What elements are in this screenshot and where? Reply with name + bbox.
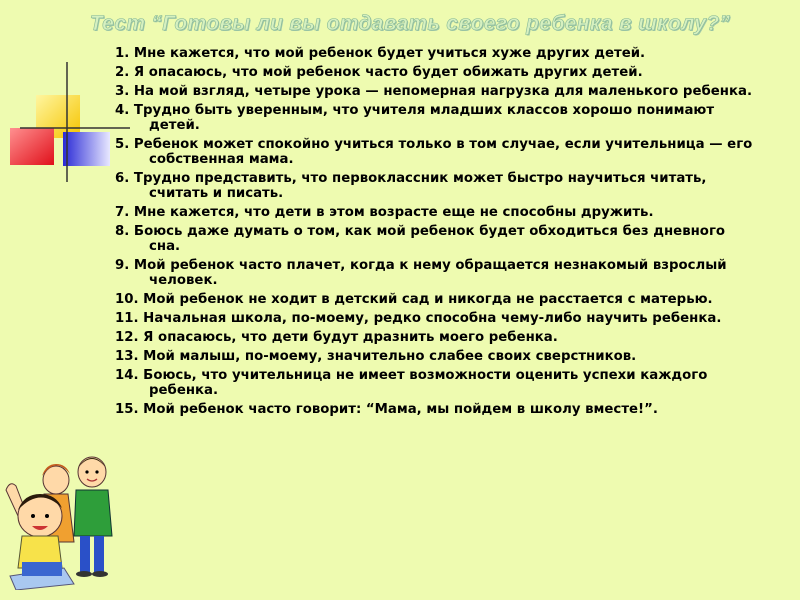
question-item: 10. Мой ребенок не ходит в детский сад и никогда не расстается с матерью. — [115, 292, 713, 307]
question-item: 15. Мой ребенок часто говорит: “Мама, мы пойдем в школу вместе!”. — [115, 402, 658, 417]
question-item: 12. Я опасаюсь, что дети будут дразнить моего ребенка. — [115, 330, 558, 345]
question-item: 7. Мне кажется, что дети в этом возрасте еще не способны дружить. — [115, 205, 654, 220]
question-item: 4. Трудно быть уверенным, что учителя младших классов хорошо понимают детей. — [115, 103, 715, 133]
question-item: 8. Боюсь даже думать о том, как мой ребенок будет обходиться без дневного сна. — [115, 224, 726, 254]
question-item: 9. Мой ребенок часто плачет, когда к нему обращается незнакомый взрослый человек. — [115, 258, 727, 288]
question-item: 1. Мне кажется, что мой ребенок будет учиться хуже других детей. — [115, 46, 646, 61]
slide-title: Тест “Готовы ли вы отдавать своего ребенка в школу?” — [89, 12, 731, 35]
question-item: 6. Трудно представить, что первоклассник может быстро научиться читать, считать и писать. — [115, 171, 707, 201]
question-item: 5. Ребенок может спокойно учиться только в том случае, если учительница — его собственная мама. — [115, 137, 753, 167]
question-item: 2. Я опасаюсь, что мой ребенок часто будет обижать других детей. — [115, 65, 643, 80]
question-item: 13. Мой малыш, по-моему, значительно слабее своих сверстников. — [115, 349, 637, 364]
question-item: 14. Боюсь, что учительница не имеет возможности оценить успехи каждого ребенка. — [115, 368, 708, 398]
question-item: 3. На мой взгляд, четыре урока — непомерная нагрузка для маленького ребенка. — [115, 84, 753, 99]
question-item: 11. Начальная школа, по-моему, редко способна чему-либо научить ребенка. — [115, 311, 722, 326]
children-cartoon-icon — [4, 450, 124, 590]
question-list — [115, 46, 755, 421]
